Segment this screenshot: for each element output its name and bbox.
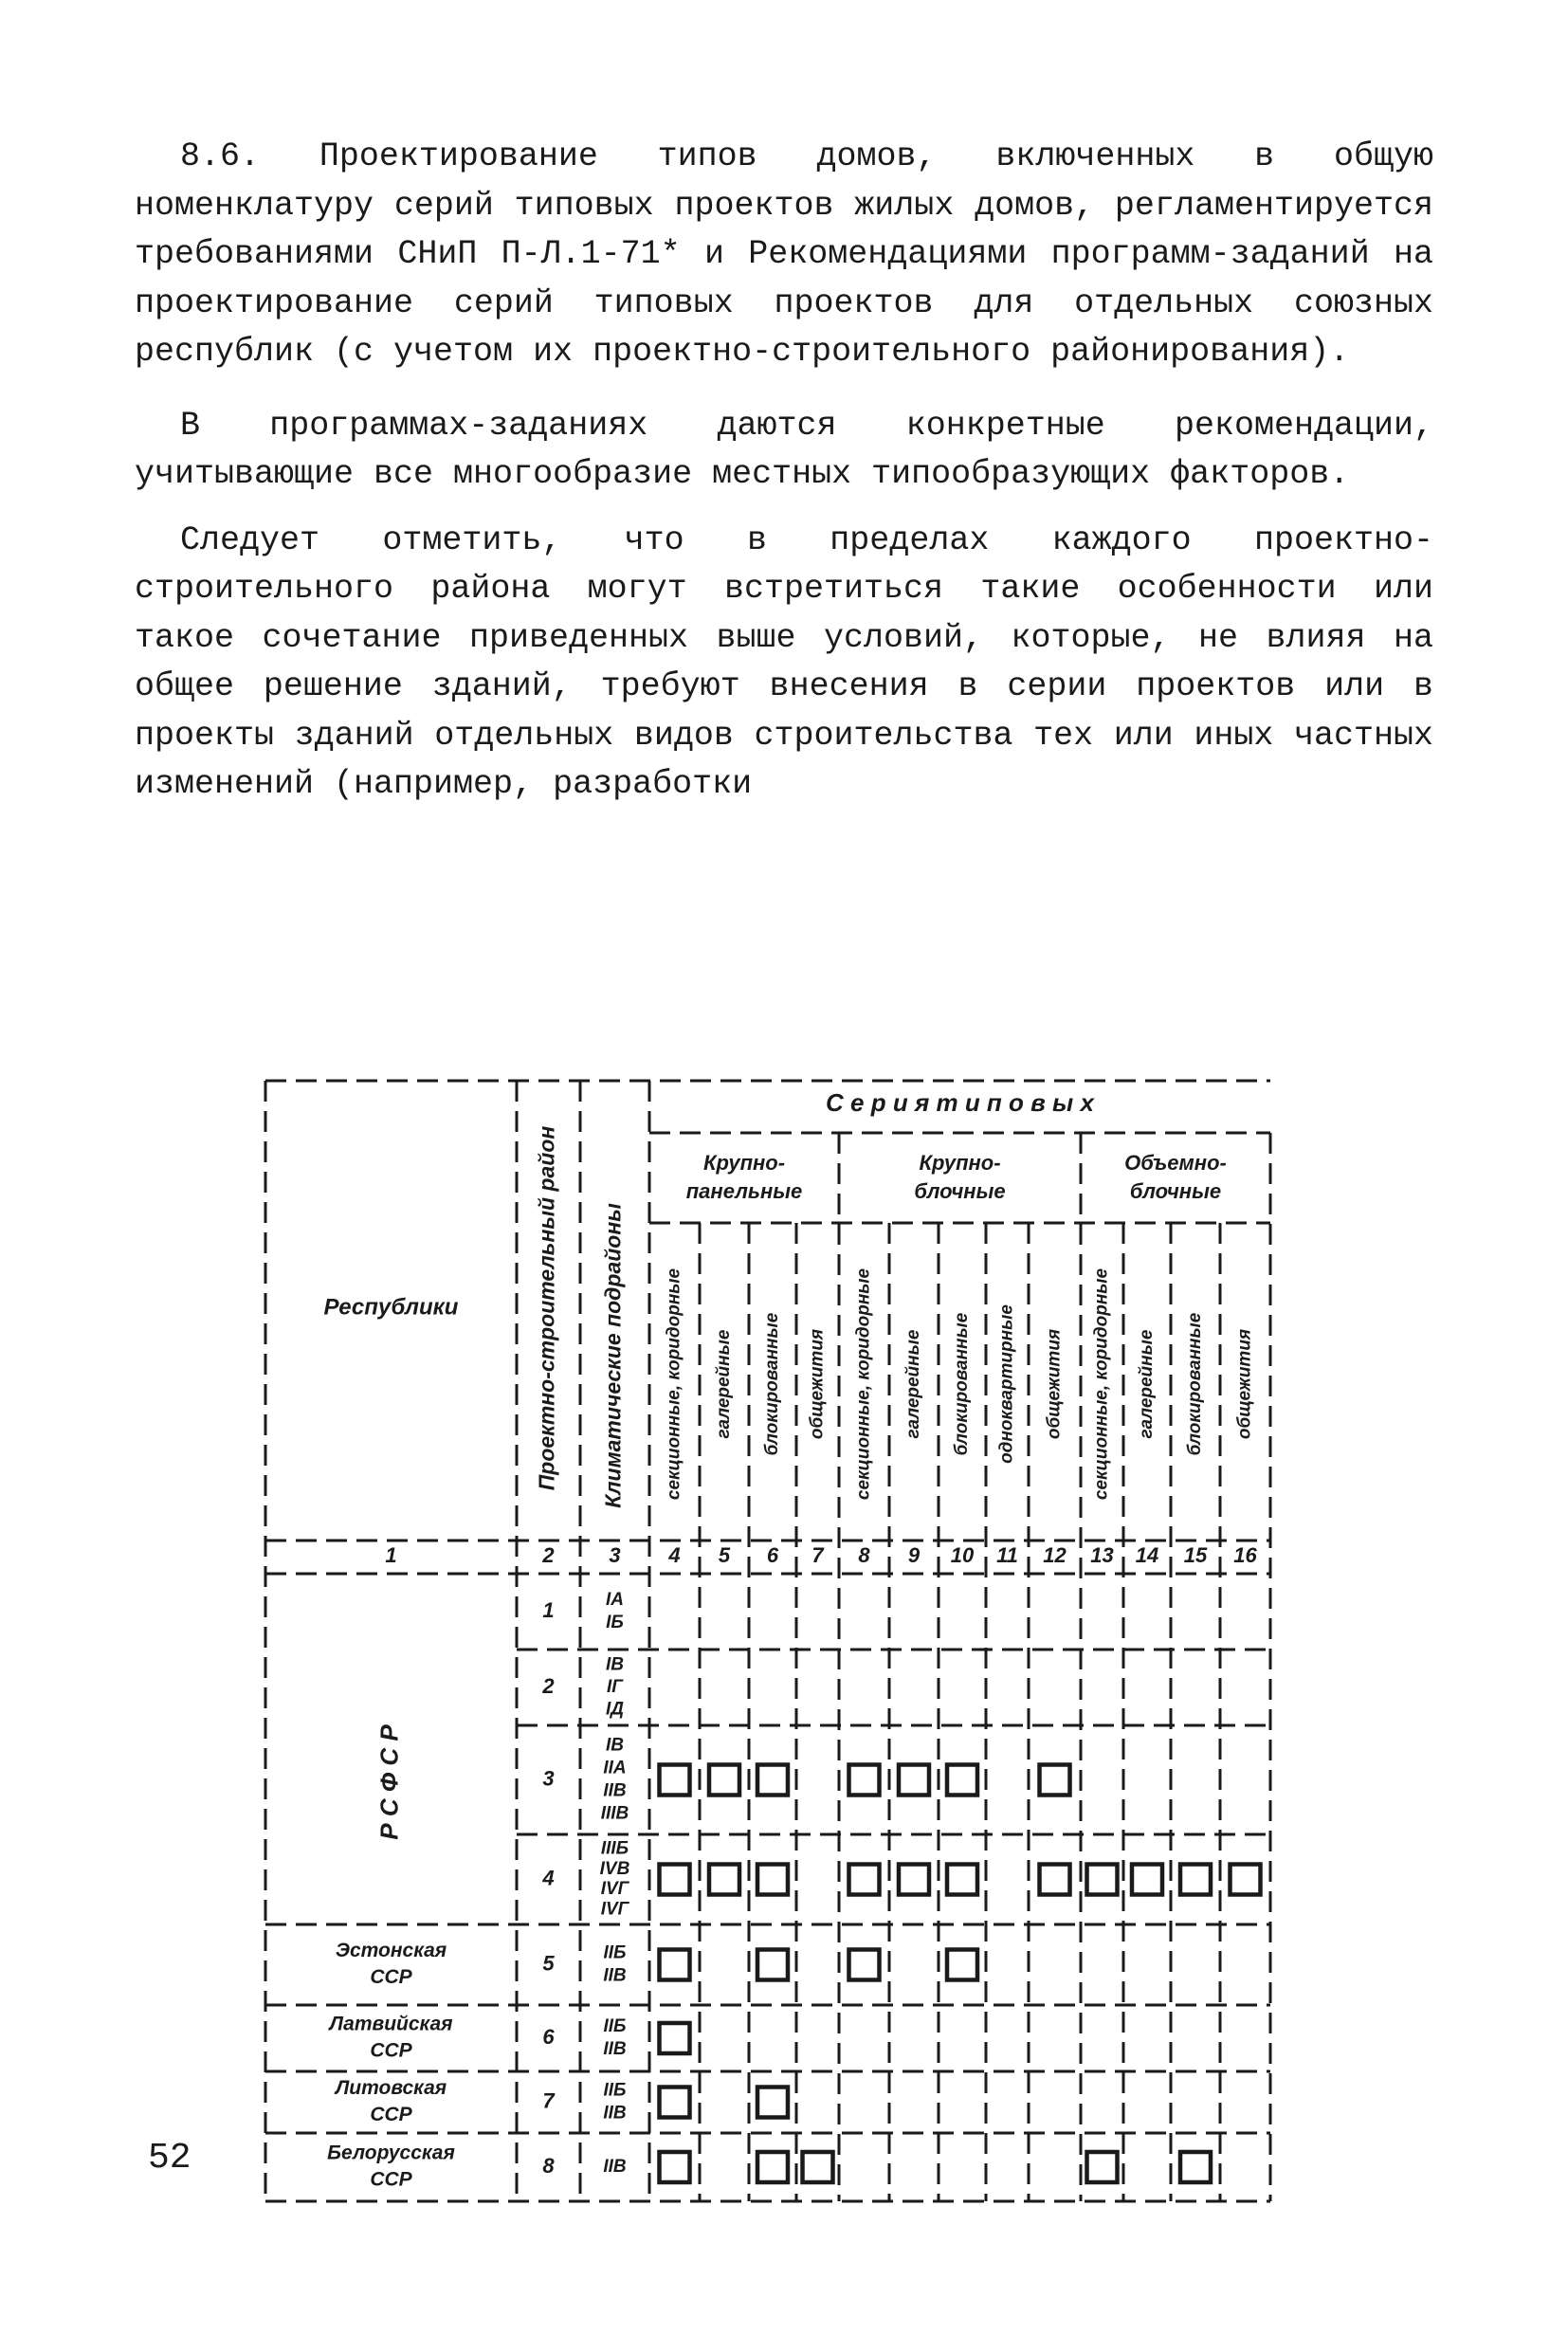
- series-mark: [803, 2152, 833, 2182]
- series-mark: [1087, 1865, 1118, 1895]
- series-mark: [1040, 1865, 1070, 1895]
- sub-column-header: блокированные: [1185, 1312, 1206, 1456]
- column-number: 12: [1043, 1542, 1067, 1567]
- series-mark: [849, 1865, 880, 1895]
- republic-name: Латвийская: [329, 2013, 453, 2035]
- subdistrict-cell: IVГ: [600, 1879, 629, 1900]
- subdistrict-cell: IIВ: [603, 1965, 627, 1986]
- subdistrict-cell: IIIВ: [600, 1803, 629, 1824]
- column-number: 3: [609, 1542, 621, 1567]
- column-number: 1: [385, 1542, 397, 1567]
- sub-column-header: общежития: [1044, 1328, 1065, 1440]
- series-mark: [947, 1950, 977, 1980]
- district-cell: 1: [542, 1597, 555, 1622]
- district-cell: 8: [542, 2153, 555, 2178]
- subdistrict-cell: IVГ: [600, 1899, 629, 1920]
- subdistrict-cell: IГ: [607, 1677, 623, 1698]
- column-number: 2: [542, 1542, 555, 1567]
- group-header-line1: Объемно-: [1124, 1150, 1227, 1175]
- column-number: 9: [907, 1542, 921, 1567]
- column-number: 6: [766, 1542, 779, 1567]
- series-mark: [947, 1865, 977, 1895]
- subdistrict-cell: IА: [606, 1590, 624, 1611]
- series-mark: [757, 1765, 788, 1796]
- series-mark: [757, 1865, 788, 1895]
- column-number: 16: [1233, 1542, 1257, 1567]
- republic-ssr: ССР: [370, 2104, 412, 2126]
- district-cell: 3: [542, 1766, 555, 1791]
- column-number: 5: [718, 1542, 731, 1567]
- republic-rsfsr: Р С Ф С Р: [374, 1724, 404, 1840]
- subdistrict-cell: IIА: [603, 1758, 627, 1778]
- series-header: С е р и я т и п о в ы х: [826, 1087, 1094, 1117]
- page-number: 52: [148, 2138, 191, 2179]
- sub-column-header: галерейные: [714, 1329, 735, 1439]
- republic-name: Эстонская: [335, 1940, 447, 1962]
- district-cell: 7: [542, 2088, 555, 2113]
- district-cell: 2: [542, 1673, 555, 1698]
- sub-column-header: галерейные: [903, 1329, 924, 1439]
- series-mark: [899, 1865, 929, 1895]
- paragraph-note: Следует отметить, что в пределах каждого проектно-строительного района могут встретиться такие особенности или такое сочетание приведенных выше условий, которые, не влияя на общее решение зданий, требуют внесения в серии проектов или в проекты зданий отдельных видов строительства тех или иных частных изменений (например, разработки: [135, 520, 1433, 803]
- series-mark: [660, 1950, 690, 1980]
- group-header-line2: панельные: [685, 1178, 803, 1203]
- series-mark: [660, 2152, 690, 2182]
- climatic-header: Климатические подрайоны: [600, 1203, 626, 1508]
- paragraph-8-6: 8.6. Проектирование типов домов, включенных в общую номенклатуру серий типовых проектов жилых домов, регламентируется требованиями СНиП Π-Л.1-71* и Рекомендациями программ-заданий на проектирование серий типовых проектов для отдельных союзных республик (с учетом их проектно-строительного районирования).: [135, 137, 1433, 371]
- subdistrict-cell: IIIБ: [600, 1838, 629, 1859]
- subdistrict-cell: IIВ: [603, 2157, 627, 2178]
- republic-ssr: ССР: [370, 2039, 412, 2062]
- series-mark: [1132, 1865, 1162, 1895]
- column-number: 14: [1135, 1542, 1159, 1567]
- series-mark: [660, 2023, 690, 2053]
- subdistrict-cell: IВ: [606, 1735, 624, 1756]
- district-header: Проектно-строительный район: [534, 1125, 559, 1491]
- group-header-line2: блочные: [914, 1178, 1006, 1203]
- series-mark: [709, 1865, 739, 1895]
- district-cell: 6: [542, 2024, 555, 2049]
- series-mark: [1087, 2152, 1118, 2182]
- subdistrict-cell: IВ: [606, 1654, 624, 1675]
- republics-header: Республики: [323, 1294, 459, 1321]
- series-mark: [1180, 2152, 1211, 2182]
- column-number: 7: [811, 1542, 824, 1567]
- series-mark: [1040, 1765, 1070, 1796]
- sub-column-header: блокированные: [952, 1312, 973, 1456]
- series-mark: [1180, 1865, 1211, 1895]
- sub-column-header: секционные, коридорные: [664, 1267, 684, 1501]
- subdistrict-cell: IIВ: [603, 1780, 627, 1801]
- subdistrict-cell: IVВ: [599, 1858, 630, 1879]
- paragraph-programs: В программах-заданиях даются конкретные рекомендации, учитывающие все многообразие местных типообразующих факторов.: [135, 406, 1433, 493]
- group-header-line1: Крупно-: [702, 1150, 786, 1175]
- republic-ssr: ССР: [370, 1966, 412, 1989]
- group-header-line1: Крупно-: [919, 1150, 1001, 1175]
- group-header-line2: блочные: [1129, 1178, 1222, 1203]
- sub-column-header: секционные, коридорные: [1091, 1267, 1112, 1501]
- column-number: 13: [1090, 1542, 1114, 1567]
- republic-name: Литовская: [335, 2077, 447, 2100]
- subdistrict-cell: IIБ: [603, 1942, 627, 1963]
- series-mark: [660, 1865, 690, 1895]
- column-number: 4: [668, 1542, 681, 1567]
- subdistrict-cell: IIБ: [603, 2016, 627, 2037]
- subdistrict-cell: IБ: [606, 1613, 624, 1633]
- republic-ssr: ССР: [370, 2168, 412, 2191]
- series-mark: [660, 1765, 690, 1796]
- sub-column-header: одноквартирные: [996, 1304, 1017, 1464]
- series-mark: [660, 2088, 690, 2118]
- series-mark: [757, 2152, 788, 2182]
- column-number: 8: [858, 1542, 870, 1567]
- sub-column-header: блокированные: [762, 1312, 783, 1456]
- series-mark: [849, 1950, 880, 1980]
- subdistrict-cell: IД: [606, 1699, 624, 1720]
- series-mark: [899, 1765, 929, 1796]
- sub-column-header: общежития: [807, 1328, 828, 1440]
- series-mark: [849, 1765, 880, 1796]
- sub-column-header: галерейные: [1137, 1329, 1158, 1439]
- subdistrict-cell: IIВ: [603, 2039, 627, 2060]
- subdistrict-cell: IIБ: [603, 2080, 627, 2101]
- district-cell: 5: [542, 1951, 555, 1976]
- series-mark: [709, 1765, 739, 1796]
- series-mark: [1231, 1865, 1261, 1895]
- column-number: 11: [996, 1542, 1018, 1567]
- series-mark: [757, 1950, 788, 1980]
- sub-column-header: общежития: [1234, 1328, 1255, 1440]
- series-mark: [757, 2088, 788, 2118]
- republic-name: Белорусская: [327, 2142, 455, 2164]
- sub-column-header: секционные, коридорные: [853, 1267, 874, 1501]
- column-number: 15: [1183, 1542, 1208, 1567]
- subdistrict-cell: IIВ: [603, 2103, 627, 2124]
- column-number: 10: [950, 1542, 975, 1567]
- series-mark: [947, 1765, 977, 1796]
- district-cell: 4: [542, 1866, 555, 1890]
